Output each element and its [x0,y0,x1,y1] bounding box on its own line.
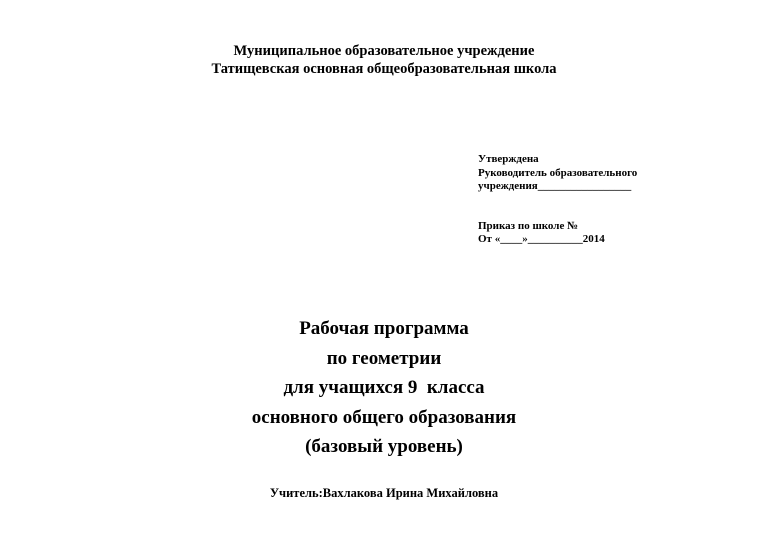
school-header [0,42,768,78]
title-line-4: основного общего образования [251,406,517,428]
title-line-2: по геометрии [326,347,442,369]
title-line-1: Рабочая программа [299,318,469,339]
approval-order: Приказ по школе № [478,219,579,232]
approval-block [478,153,637,247]
title-line-3: для учащихся 9 класса [283,377,485,398]
header-line-2: Татищевская основная общеобразовательная школа [211,61,557,77]
approval-head-line-1: Руководитель образовательного [478,166,638,179]
title-line-5: (базовый уровень) [305,436,463,457]
header-line-1: Муниципальное образовательное учреждение [233,43,535,59]
approval-approved: Утверждена [478,153,539,165]
approval-date: От «____»__________2014 [478,233,605,245]
teacher-name [0,486,768,501]
approval-head-line-2: учреждения_________________ [478,180,632,192]
program-title [0,314,768,462]
teacher-line: Учитель:Вахлакова Ирина Михайловна [269,486,499,500]
